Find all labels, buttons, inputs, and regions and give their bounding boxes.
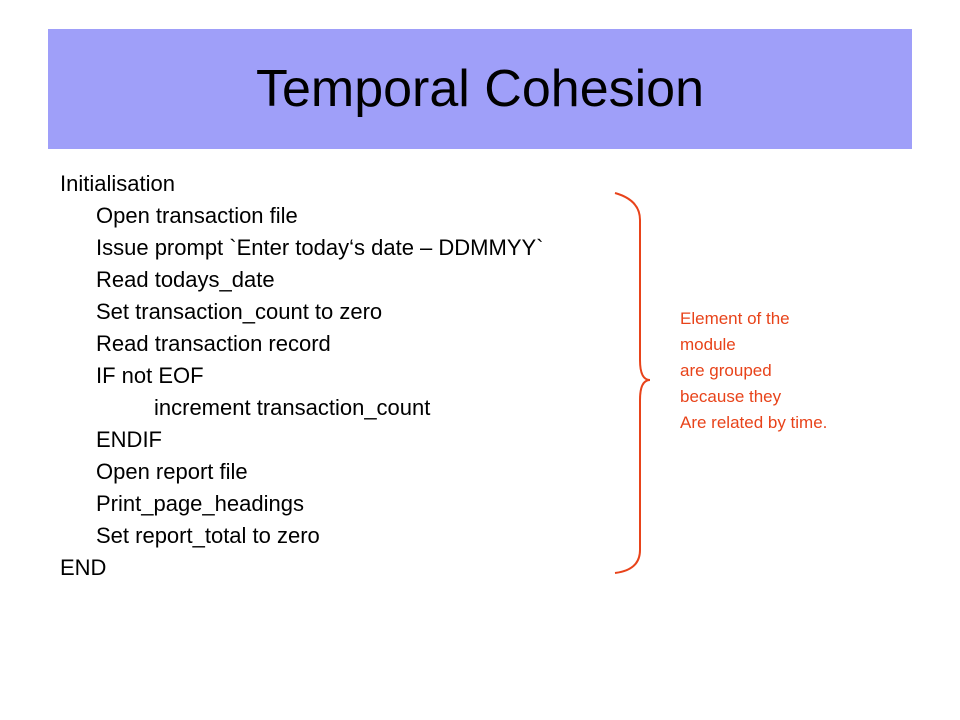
code-line: Print_page_headings [96,491,304,516]
code-line: IF not EOF [96,363,204,388]
annotation-line: are grouped [680,361,772,380]
code-line: END [60,555,107,580]
annotation-line: Are related by time. [680,413,828,432]
annotation-line: because they [680,387,782,406]
code-line: Open report file [96,459,248,484]
annotation-note [680,306,920,436]
annotation-line: module [680,335,736,354]
code-line: Set report_total to zero [96,523,320,548]
slide-title: Temporal Cohesion [255,60,705,118]
code-line: Open transaction file [96,203,298,228]
code-line: Read transaction record [96,331,331,356]
code-line: Read todays_date [96,267,275,292]
code-line: increment transaction_count [154,395,431,420]
code-line: Issue prompt `Enter today‘s date – DDMMYY` [96,235,544,260]
code-line: Set transaction_count to zero [96,299,383,324]
title-bar [48,29,912,149]
code-line: ENDIF [96,427,162,452]
code-line: Initialisation [60,171,175,196]
curly-brace-icon [610,190,660,576]
annotation-line: Element of the [680,309,790,328]
